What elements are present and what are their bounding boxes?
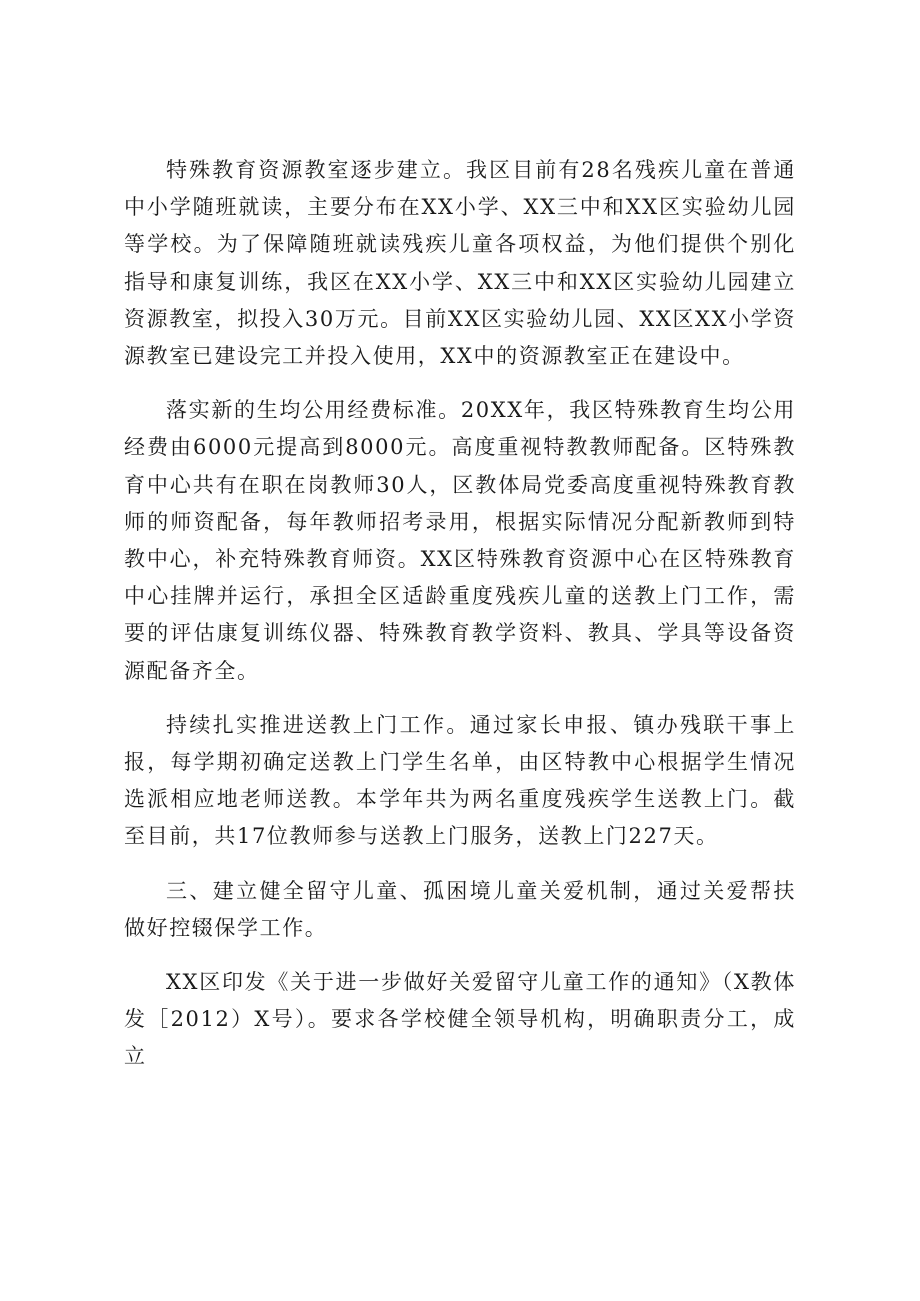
paragraph-resource-classroom: 特殊教育资源教室逐步建立。我区目前有28名残疾儿童在普通中小学随班就读，主要分布在XX小学、XX三中和XX区实验幼儿园等学校。为了保障随班就读残疾儿童各项权益，为他们提供个别化指导和康复训练，我区在XX小学、XX三中和XX区实验幼儿园建立资源教室，拟投入30万元。目前XX区实验幼儿园、XX区XX小学资源教室已建设完工并投入使用，XX中的资源教室正在建设中。 <box>124 158 796 369</box>
section-heading-three: 三、建立健全留守儿童、孤困境儿童关爱机制，通过关爱帮扶做好控辍保学工作。 <box>124 878 796 940</box>
paragraph-gap <box>124 856 796 873</box>
document-body <box>124 152 796 1076</box>
paragraph-gap <box>124 690 796 707</box>
paragraph-home-delivery-teaching: 持续扎实推进送教上门工作。通过家长申报、镇办残联干事上报，每学期初确定送教上门学生名单，由区特教中心根据学生情况选派相应地老师送教。本学年共为两名重度残疾学生送教上门。截至目前，共17位教师参与送教上门服务，送教上门227天。 <box>124 712 796 849</box>
paragraph-gap <box>124 375 796 392</box>
paragraph-funding-standard: 落实新的生均公用经费标准。20XX年，我区特殊教育生均公用经费由6000元提高到8000元。高度重视特教教师配备。区特殊教育中心共有在职在岗教师30人，区教体局党委高度重视特殊教育教师的师资配备，每年教师招考录用，根据实际情况分配新教师到特教中心，补充特殊教育师资。XX区特殊教育资源中心在区特殊教育中心挂牌并运行，承担全区适龄重度残疾儿童的送教上门工作，需要的评估康复训练仪器、特殊教育教学资料、教具、学具等设备资源配备齐全。 <box>124 398 796 683</box>
paragraph-left-behind-children-notice: XX区印发《关于进一步做好关爱留守儿童工作的通知》（X教体发［2012）X号）。要求各学校健全领导机构，明确职责分工，成立 <box>124 970 796 1069</box>
paragraph-gap <box>124 947 796 964</box>
